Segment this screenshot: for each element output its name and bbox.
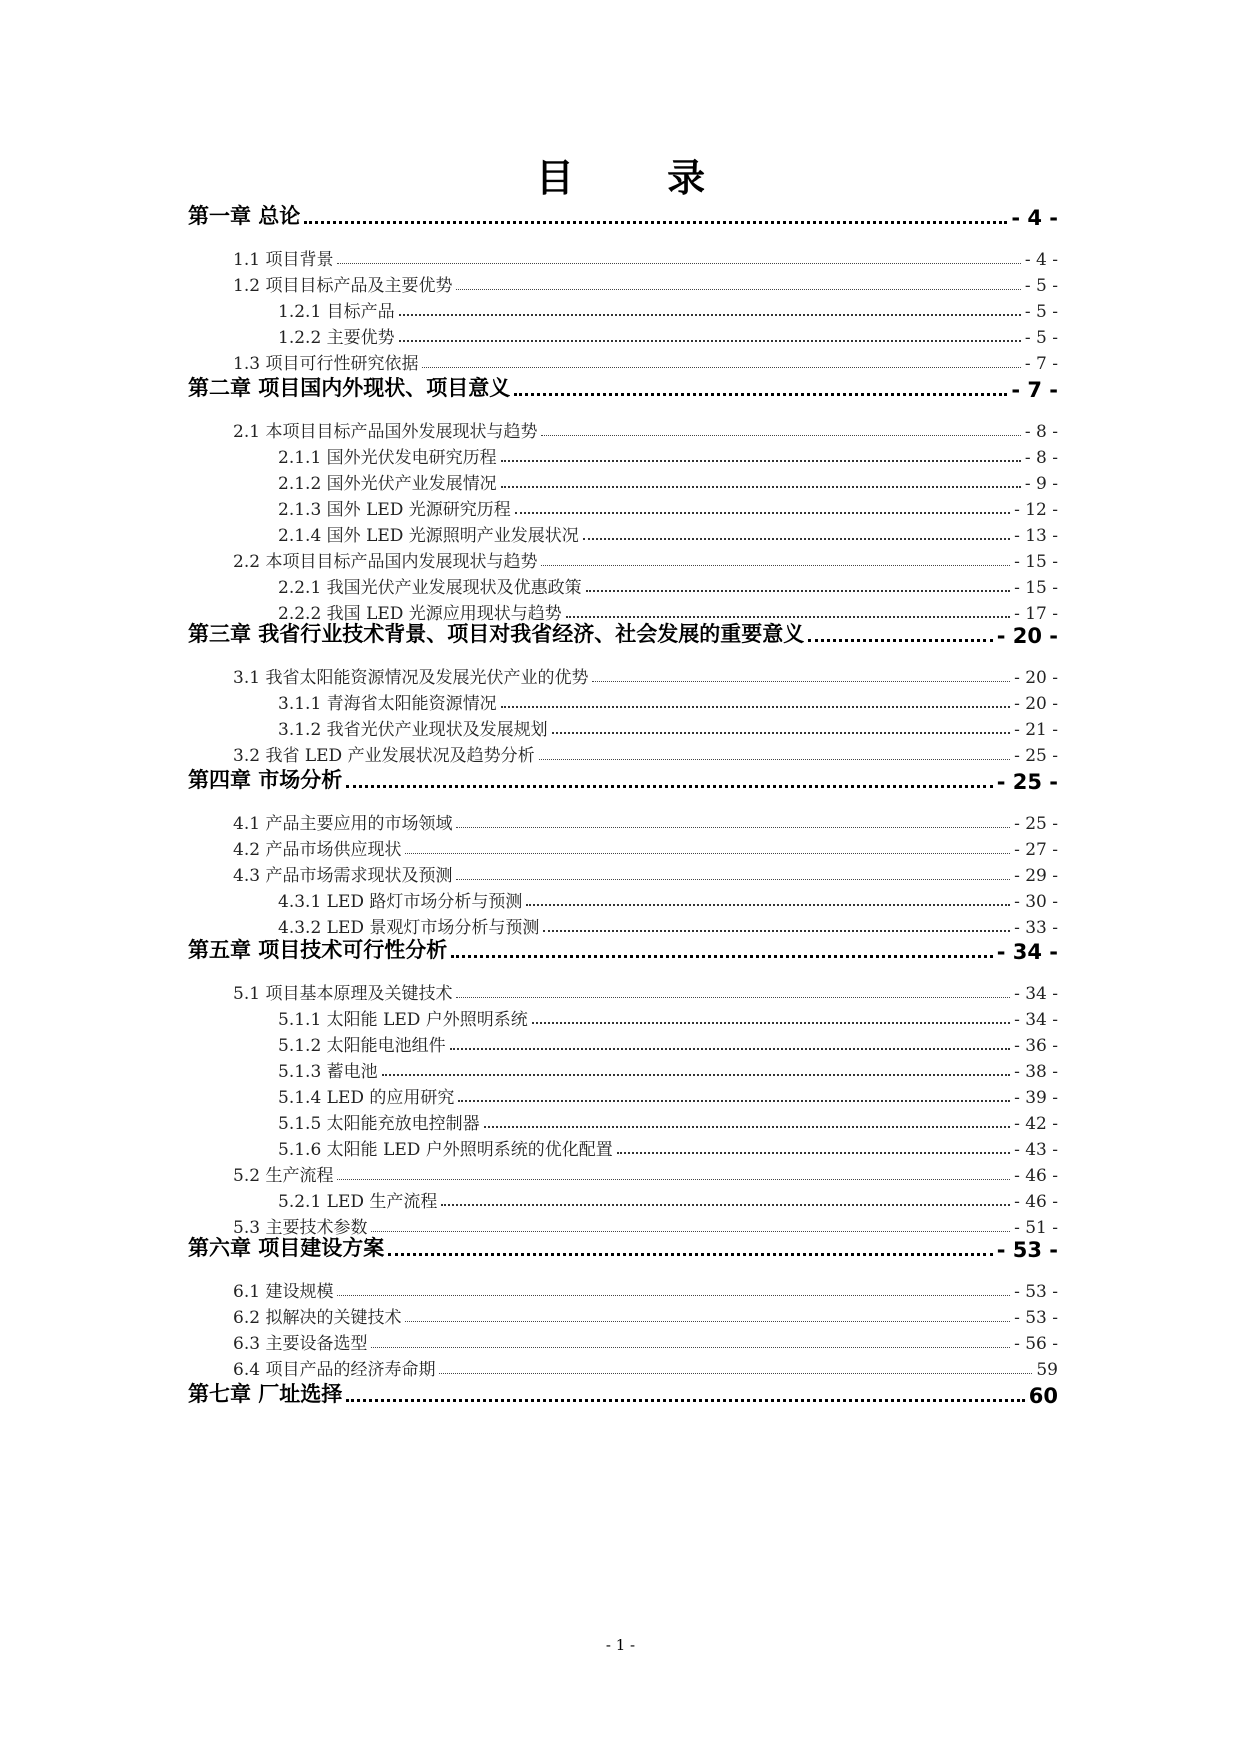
toc-page-number: - 5 - xyxy=(1024,276,1058,296)
toc-entry[interactable] xyxy=(233,1302,1058,1328)
toc-entry[interactable] xyxy=(278,296,1058,322)
toc-entry[interactable] xyxy=(278,442,1058,468)
toc-page-number: - 51 - xyxy=(1014,1218,1058,1238)
toc-entry-title: 第一章 总论 xyxy=(188,204,301,228)
toc-entry-title: 6.4 项目产品的经济寿命期 xyxy=(233,1360,436,1380)
toc-page-number: - 17 - xyxy=(1014,604,1058,624)
toc-entry-title: 2.2 本项目目标产品国内发展现状与趋势 xyxy=(233,552,538,572)
toc-entry[interactable] xyxy=(278,1082,1058,1108)
toc-entry-title: 3.2 我省 LED 产业发展状况及趋势分析 xyxy=(233,746,535,766)
toc-page-number: - 9 - xyxy=(1024,474,1058,494)
toc-page-number: - 53 - xyxy=(1014,1282,1058,1302)
toc-entry-title: 6.1 建设规模 xyxy=(233,1282,334,1302)
toc-page-number: - 33 - xyxy=(1014,918,1058,938)
toc-entry[interactable] xyxy=(278,494,1058,520)
toc-entry[interactable] xyxy=(278,468,1058,494)
toc-entry-title: 3.1 我省太阳能资源情况及发展光伏产业的优势 xyxy=(233,668,589,688)
toc-page-number: - 15 - xyxy=(1014,578,1058,598)
dot-leader xyxy=(399,314,1021,316)
toc-page-number: - 8 - xyxy=(1024,422,1058,442)
dot-leader xyxy=(484,1126,1010,1128)
toc-entry-title: 5.3 主要技术参数 xyxy=(233,1218,368,1238)
dot-leader xyxy=(346,785,992,788)
toc-entry-title: 5.1.4 LED 的应用研究 xyxy=(278,1088,455,1108)
toc-entry-title: 2.1 本项目目标产品国外发展现状与趋势 xyxy=(233,422,538,442)
toc-page-number: - 56 - xyxy=(1014,1334,1058,1354)
toc-entry-title: 5.1.2 太阳能电池组件 xyxy=(278,1036,446,1056)
toc-page-number: 60 xyxy=(1028,1384,1058,1408)
toc-entry-title: 3.1.2 我省光伏产业现状及发展规划 xyxy=(278,720,548,740)
toc-page-number: - 4 - xyxy=(1024,250,1058,270)
dot-leader xyxy=(501,706,1010,708)
toc-entry[interactable] xyxy=(233,348,1058,374)
toc-chapter[interactable] xyxy=(188,372,1058,402)
dot-leader xyxy=(422,367,1020,368)
toc-page-number: - 25 - xyxy=(996,770,1058,794)
toc-page-number: - 34 - xyxy=(996,940,1058,964)
toc-entry-title: 2.1.4 国外 LED 光源照明产业发展状况 xyxy=(278,526,579,546)
toc-entry-title: 1.2 项目目标产品及主要优势 xyxy=(233,276,453,296)
toc-entry-title: 第二章 项目国内外现状、项目意义 xyxy=(188,376,511,400)
toc-entry-title: 第五章 项目技术可行性分析 xyxy=(188,938,448,962)
dot-leader xyxy=(405,853,1010,854)
toc-entry-title: 5.2.1 LED 生产流程 xyxy=(278,1192,438,1212)
toc-page-number: - 36 - xyxy=(1014,1036,1058,1056)
toc-chapter[interactable] xyxy=(188,1378,1058,1408)
toc-entry-title: 4.3.1 LED 路灯市场分析与预测 xyxy=(278,892,523,912)
toc-entry[interactable] xyxy=(233,1354,1058,1380)
toc-page-number: - 27 - xyxy=(1014,840,1058,860)
toc-page-number: - 12 - xyxy=(1014,500,1058,520)
toc-entry[interactable] xyxy=(278,714,1058,740)
dot-leader xyxy=(458,1100,1010,1102)
dot-leader xyxy=(552,732,1010,734)
toc-entry-title: 2.2.2 我国 LED 光源应用现状与趋势 xyxy=(278,604,562,624)
toc-chapter[interactable] xyxy=(188,764,1058,794)
toc-entry-title: 1.3 项目可行性研究依据 xyxy=(233,354,419,374)
dot-leader xyxy=(399,340,1021,342)
toc-entry-title: 5.1.5 太阳能充放电控制器 xyxy=(278,1114,480,1134)
dot-leader xyxy=(543,930,1010,932)
page-number-footer: - 1 - xyxy=(605,1636,636,1654)
dot-leader xyxy=(541,565,1010,566)
dot-leader xyxy=(337,1179,1010,1180)
toc-page-number: - 7 - xyxy=(1011,378,1058,402)
toc-entry[interactable] xyxy=(233,546,1058,572)
toc-entry-title: 第三章 我省行业技术背景、项目对我省经济、社会发展的重要意义 xyxy=(188,622,805,646)
toc-entry-title: 4.1 产品主要应用的市场领域 xyxy=(233,814,453,834)
toc-entry-title: 第六章 项目建设方案 xyxy=(188,1236,385,1260)
toc-page-number: - 38 - xyxy=(1014,1062,1058,1082)
toc-entry-title: 6.3 主要设备选型 xyxy=(233,1334,368,1354)
toc-page-number: - 5 - xyxy=(1024,302,1058,322)
toc-entry[interactable] xyxy=(278,1134,1058,1160)
toc-entry[interactable] xyxy=(278,1030,1058,1056)
toc-page-number: - 4 - xyxy=(1011,206,1058,230)
dot-leader xyxy=(439,1373,1032,1374)
toc-page-number: - 29 - xyxy=(1014,866,1058,886)
toc-entry-title: 1.2.2 主要优势 xyxy=(278,328,395,348)
toc-page-number: - 34 - xyxy=(1014,1010,1058,1030)
toc-page-number: - 20 - xyxy=(1014,668,1058,688)
dot-leader xyxy=(441,1204,1010,1206)
toc-entry[interactable] xyxy=(278,1004,1058,1030)
toc-page-number: - 8 - xyxy=(1024,448,1058,468)
dot-leader xyxy=(541,435,1020,436)
toc-entry-title: 5.1 项目基本原理及关键技术 xyxy=(233,984,453,1004)
toc-entry[interactable] xyxy=(233,740,1058,766)
dot-leader xyxy=(808,639,992,642)
toc-entry-title: 2.1.1 国外光伏发电研究历程 xyxy=(278,448,497,468)
toc-entry[interactable] xyxy=(278,572,1058,598)
toc-page-number: - 13 - xyxy=(1014,526,1058,546)
toc-entry[interactable] xyxy=(233,416,1058,442)
toc-entry-title: 4.2 产品市场供应现状 xyxy=(233,840,402,860)
dot-leader xyxy=(388,1253,992,1256)
toc-page-number: - 30 - xyxy=(1014,892,1058,912)
toc-entry[interactable] xyxy=(233,978,1058,1004)
toc-page-number: - 7 - xyxy=(1024,354,1058,374)
toc-entry[interactable] xyxy=(278,520,1058,546)
toc-page-number: - 34 - xyxy=(1014,984,1058,1004)
toc-page-number: - 42 - xyxy=(1014,1114,1058,1134)
toc-entry[interactable] xyxy=(233,270,1058,296)
toc-page-number: - 53 - xyxy=(1014,1308,1058,1328)
toc-page-number: - 5 - xyxy=(1024,328,1058,348)
toc-entry[interactable] xyxy=(233,834,1058,860)
toc-entry[interactable] xyxy=(233,1160,1058,1186)
toc-entry-title: 5.1.3 蓄电池 xyxy=(278,1062,378,1082)
toc-entry[interactable] xyxy=(233,244,1058,270)
dot-leader xyxy=(501,486,1021,488)
dot-leader xyxy=(451,955,992,958)
toc-entry[interactable] xyxy=(233,662,1058,688)
toc-page-number: - 25 - xyxy=(1014,814,1058,834)
toc-entry-title: 2.2.1 我国光伏产业发展现状及优惠政策 xyxy=(278,578,582,598)
dot-leader xyxy=(450,1048,1010,1050)
dot-leader xyxy=(456,997,1010,998)
toc-entry-title: 第四章 市场分析 xyxy=(188,768,343,792)
dot-leader xyxy=(539,759,1010,760)
toc-entry-title: 5.2 生产流程 xyxy=(233,1166,334,1186)
toc-page-number: - 25 - xyxy=(1014,746,1058,766)
toc-entry[interactable] xyxy=(278,688,1058,714)
toc-entry-title: 3.1.1 青海省太阳能资源情况 xyxy=(278,694,497,714)
toc-page-number: - 15 - xyxy=(1014,552,1058,572)
dot-leader xyxy=(456,879,1010,880)
toc-entry-title: 5.1.1 太阳能 LED 户外照明系统 xyxy=(278,1010,528,1030)
toc-entry-title: 2.1.3 国外 LED 光源研究历程 xyxy=(278,500,511,520)
toc-entry-title: 2.1.2 国外光伏产业发展情况 xyxy=(278,474,497,494)
dot-leader xyxy=(583,538,1010,540)
toc-page-number: - 46 - xyxy=(1014,1166,1058,1186)
dot-leader xyxy=(304,221,1007,224)
toc-page-number: - 20 - xyxy=(1014,694,1058,714)
dot-leader xyxy=(526,904,1010,906)
dot-leader xyxy=(586,590,1010,592)
toc-chapter[interactable] xyxy=(188,618,1058,648)
dot-leader xyxy=(346,1399,1024,1402)
toc-page-number: - 20 - xyxy=(996,624,1058,648)
dot-leader xyxy=(501,460,1021,462)
dot-leader xyxy=(337,1295,1010,1296)
toc-entry-title: 1.1 项目背景 xyxy=(233,250,334,270)
toc-entry[interactable] xyxy=(278,322,1058,348)
toc-entry[interactable] xyxy=(233,1328,1058,1354)
toc-chapter[interactable] xyxy=(188,200,1058,230)
toc-entry-title: 4.3.2 LED 景观灯市场分析与预测 xyxy=(278,918,540,938)
toc-chapter[interactable] xyxy=(188,934,1058,964)
toc-entry[interactable] xyxy=(278,1056,1058,1082)
dot-leader xyxy=(382,1074,1010,1076)
toc-page-number: - 43 - xyxy=(1014,1140,1058,1160)
page-title: 目 录 xyxy=(535,155,746,200)
toc-entry[interactable] xyxy=(278,1186,1058,1212)
dot-leader xyxy=(371,1347,1010,1348)
dot-leader xyxy=(514,393,1007,396)
dot-leader xyxy=(405,1321,1010,1322)
toc-entry[interactable] xyxy=(233,1276,1058,1302)
dot-leader xyxy=(515,512,1010,514)
dot-leader xyxy=(592,681,1010,682)
dot-leader xyxy=(532,1022,1010,1024)
toc-entry[interactable] xyxy=(233,860,1058,886)
toc-entry[interactable] xyxy=(278,1108,1058,1134)
toc-page-number: 59 xyxy=(1036,1360,1058,1380)
toc-entry[interactable] xyxy=(278,886,1058,912)
dot-leader xyxy=(617,1152,1010,1154)
toc-entry-title: 第七章 厂址选择 xyxy=(188,1382,343,1406)
toc-entry-title: 5.1.6 太阳能 LED 户外照明系统的优化配置 xyxy=(278,1140,613,1160)
toc-page-number: - 21 - xyxy=(1014,720,1058,740)
toc-entry-title: 1.2.1 目标产品 xyxy=(278,302,395,322)
toc-page-number: - 39 - xyxy=(1014,1088,1058,1108)
toc-entry-title: 4.3 产品市场需求现状及预测 xyxy=(233,866,453,886)
toc-page-number: - 53 - xyxy=(996,1238,1058,1262)
dot-leader xyxy=(456,289,1020,290)
toc-chapter[interactable] xyxy=(188,1232,1058,1262)
toc-entry-title: 6.2 拟解决的关键技术 xyxy=(233,1308,402,1328)
toc-page-number: - 46 - xyxy=(1014,1192,1058,1212)
toc-entry[interactable] xyxy=(233,808,1058,834)
dot-leader xyxy=(337,263,1020,264)
dot-leader xyxy=(456,827,1010,828)
